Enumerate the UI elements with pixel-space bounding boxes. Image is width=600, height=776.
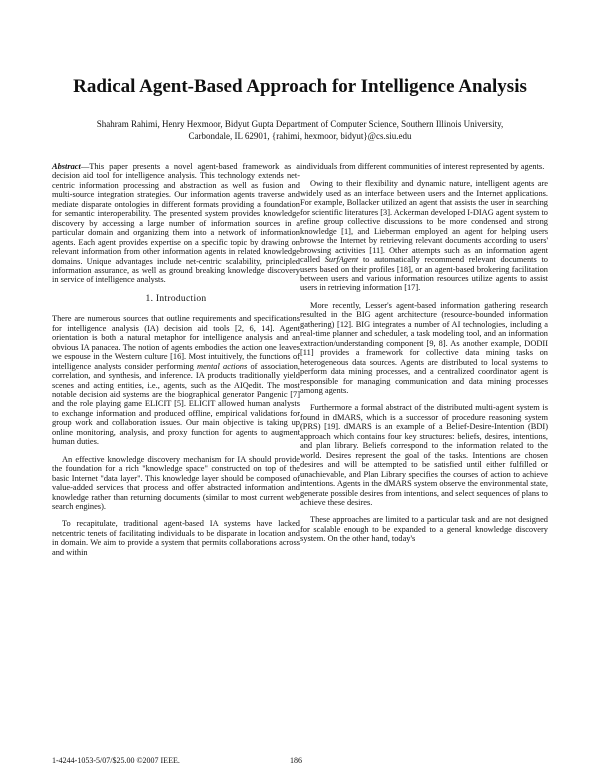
right-paragraph-1-end: to automatically recommend relevant documents to users based on their profiles [18], or an agent-based brokering facilitation between users and various information resources utilize agents to assist users in retrieving information [17]. — [300, 255, 548, 293]
intro-paragraph-3: To recapitulate, traditional agent-based IA systems have lacked netcentric tenets of facilitating individuals to be disparate in location and in domain. We aim to provide a system that permits collaborations across and within — [52, 519, 300, 557]
right-column — [300, 162, 548, 552]
right-paragraph-4: These approaches are limited to a particular task and are not designed for scalable enough to be expanded to a general knowledge discovery system. On the other hand, today's — [300, 515, 548, 544]
right-paragraph-0: individuals from different communities of interest represented by agents. — [300, 162, 545, 171]
author-affiliation — [40, 118, 560, 142]
paper-title: Radical Agent-Based Approach for Intelligence Analysis — [73, 76, 527, 97]
abstract-label: Abstract — [52, 162, 81, 171]
abstract-text: —This paper presents a novel agent-based framework as a decision aid tool for intelligence analysis. This technology extends net-centric information processing and abstraction as well as fusion and multi-source integration strategies. Our information agents traverse and mediate disparate ontologies in different formats providing a foundation for semantic interoperability. The presented system provides knowledge discovery by accessing a large number of information sources in a particular domain and organizing them into a network of information agents. Each agent provides expertise on a specific topic by drawing on relevant information from other information agents in related knowledge domains. Unique advantages include net-centric scalability, principled information assurance, as well as ground breaking knowledge discovery in service of intelligence analysts. — [52, 162, 300, 285]
right-paragraph-2: More recently, Lesser's agent-based information gathering research resulted in the BIG agent architecture (resource-bounded information gathering) [12]. BIG integrates a number of AI technologies, including a real-time planner and scheduler, a task modeling tool, and an information extraction/understanding component [9, 8]. As another example, DODII [11] provides a framework for collective data mining tasks on heterogeneous data sources. Agents are distributed to local systems to perform data mining processes, and a centralized coordinator agent is responsible for managing communication and data mining processes among agents. — [300, 300, 548, 395]
author-line-1: Shahram Rahimi, Henry Hexmoor, Bidyut Gupta Department of Computer Science, Southern Illinois University, — [96, 119, 504, 129]
right-paragraph-3: Furthermore a formal abstract of the distributed multi-agent system is found in dMARS, which is a successor of procedure reasoning system (PRS) [19]. dMARS is an example of a Belief-Desire-Intention (BDI) approach which contains four key structures: beliefs, desires, intentions, and plan library. Beliefs correspond to the information related to the world. Desires represent the goal of the tasks. Intentions are chosen desires and will be attempted to be satisfied until either fulfilled or unachievable, and Plan Library specifies the courses of action to achieve intentions. Agents in the dMARS system observe the environmental state, generate possible desires from intentions, and select sequences of plans to achieve these desires. — [300, 403, 548, 507]
right-paragraph-1 — [300, 179, 548, 292]
intro-paragraph-1-start: There are numerous sources that outline requirements and specifications for intelligence analysis (IA) decision aid tools [2, 6, 14]. Agent orientation is both a natural metaphor for intelligence analysis and an obvious IA panacea. The notion of agents embodies the action one leaves we espouse in the Western culture [16]. Most intuitively, the functions of intelligence analysts consider performing — [52, 314, 300, 371]
left-column — [52, 162, 300, 565]
intro-paragraph-2: An effective knowledge discovery mechanism for IA should provide the foundation for a rich "knowledge space" constructed on top of the basic Internet "data layer". This knowledge layer should be composed of value-added services that process and offer abstracted information and knowledge rather than returning documents (similar to most current web search engines). — [52, 454, 300, 511]
intro-paragraph-1-emphasis: mental actions — [197, 361, 248, 371]
page-number: 186 — [290, 756, 302, 765]
section-heading-introduction: 1. Introduction — [145, 293, 207, 304]
abstract-paragraph — [52, 162, 300, 285]
copyright-footer: 1-4244-1053-5/07/$25.00 ©2007 IEEE. — [52, 756, 180, 765]
intro-paragraph-1-end: of association, correlation, and synthesis, and inference. IA products traditionally yield scenes and acting entities, i.e., agents, such as the AIQedit. The most notable decision aid systems are the biographical generator Pangenic [7] and the role playing game ELICIT [5]. ELICIT allowed human analysts to exchange information and produced offline, empirical validations for group work and collaboration issues. Our main objective is taking up online monitoring, analysis, and proxy function for agents to augment human duties. — [52, 361, 300, 447]
right-paragraph-1-start: Owing to their flexibility and dynamic nature, intelligent agents are widely used as an interface between users and the Internet applications. For example, Bollacker utilized an agent that assists the user in searching for scientific literatures [3]. Ackerman developed I-DIAG agent system to refine group collective discussions to be more condensed and strong knowledge [1], and Lieberman employed an agent for helping users browse the Internet by retrieving relevant documents according to users' browsing activities [11]. Other attempts such as an information agent called — [300, 179, 548, 265]
intro-paragraph-1 — [52, 314, 300, 446]
author-line-2: Carbondale, IL 62901, {rahimi, hexmoor, bidyut}@cs.siu.edu — [188, 131, 412, 141]
right-paragraph-1-emphasis: SurfAgent — [324, 255, 359, 265]
